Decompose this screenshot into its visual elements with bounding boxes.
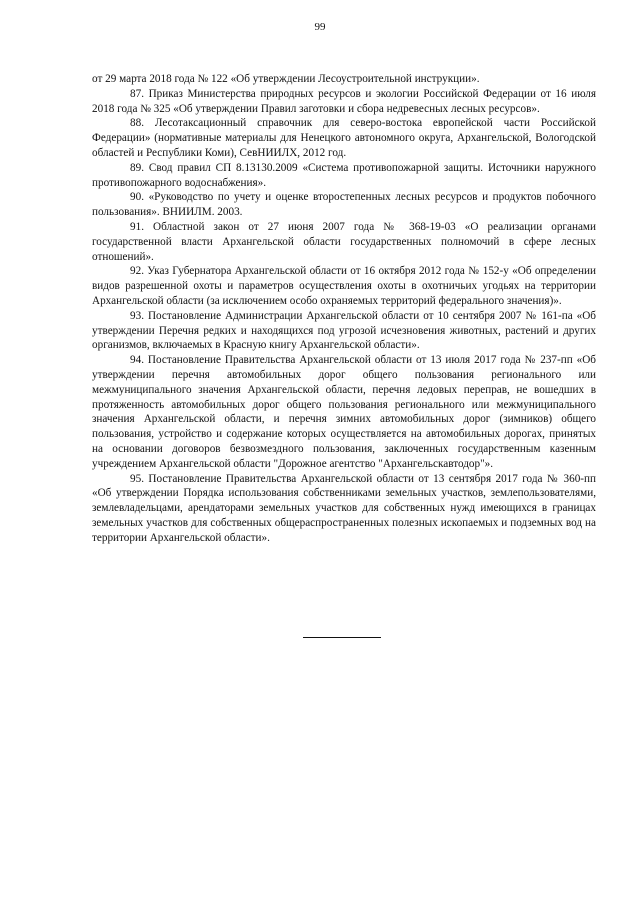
paragraph-89: 89. Свод правил СП 8.13130.2009 «Система противопожарной защиты. Источники наружного противопожарного водоснабжения». — [92, 161, 596, 189]
paragraph-95: 95. Постановление Правительства Архангельской области от 13 сентября 2017 года № 360-пп «Об утверждении Порядка использования собственниками земельных участков, землепользователями, землевладельцами, арендаторами земельных участков для собственных нужд имеющихся в границах земельных участков для собственных общераспространенных полезных ископаемых и подземных вод на территории Архангельской области». — [92, 472, 596, 544]
page-number: 99 — [314, 21, 326, 33]
paragraph-88: 88. Лесотаксационный справочник для северо-востока европейской части Российской Федерации» (нормативные материалы для Ненецкого автономного округа, Архангельской, Вологодской областей и Республики Коми), СевНИИЛХ, 2012 год. — [92, 117, 596, 159]
paragraph-91: 91. Областной закон от 27 июня 2007 года № 368-19-03 «О реализации органами государственной власти Архангельской области государственных полномочий в сфере лесных отношений». — [92, 220, 596, 263]
paragraph-92: 92. Указ Губернатора Архангельской области от 16 октября 2012 года № 152-у «Об определении видов разрешенной охоты и параметров осуществления охоты в охотничьих угодьях на территории Архангельской области (за исключением особо охраняемых территорий федерального значения)». — [92, 265, 596, 307]
paragraph-93: 93. Постановление Администрации Архангельской области от 10 сентября 2007 № 161-па «Об утверждении Перечня редких и находящихся под угрозой исчезновения животных, растений и других организмов, включаемых в Красную книгу Архангельской области». — [92, 309, 596, 352]
end-separator-line — [303, 637, 381, 638]
paragraph-continuation-86: от 29 марта 2018 года № 122 «Об утверждении Лесоустроительной инструкции». — [92, 73, 480, 85]
paragraph-90: 90. «Руководство по учету и оценке второстепенных лесных ресурсов и продуктов побочного пользования». ВНИИЛМ. 2003. — [92, 191, 596, 219]
paragraph-87: 87. Приказ Министерства природных ресурсов и экологии Российской Федерации от 16 июля 2018 года № 325 «Об утверждении Правил заготовки и сбора недревесных лесных ресурсов». — [92, 87, 596, 115]
document-body — [92, 72, 596, 546]
paragraph-94: 94. Постановление Правительства Архангельской области от 13 июля 2017 года № 237-пп «Об утверждении перечня автомобильных дорог общего пользования регионального или межмуниципального значения Архангельской области, перечня ледовых переправ, не вошедших в протяженность автомобильных дорог общего пользования регионального или межмуниципального значения Архангельской области, и перечня зимних автомобильных дорог (зимников) общего пользования, устройство и содержание которых осуществляется на автомобильных дорогах, принятых на основании договоров безвозмездного пользования, заключенных государственным казенным учреждением Архангельской области "Дорожное агентство "Архангельскавтодор"». — [92, 354, 596, 470]
